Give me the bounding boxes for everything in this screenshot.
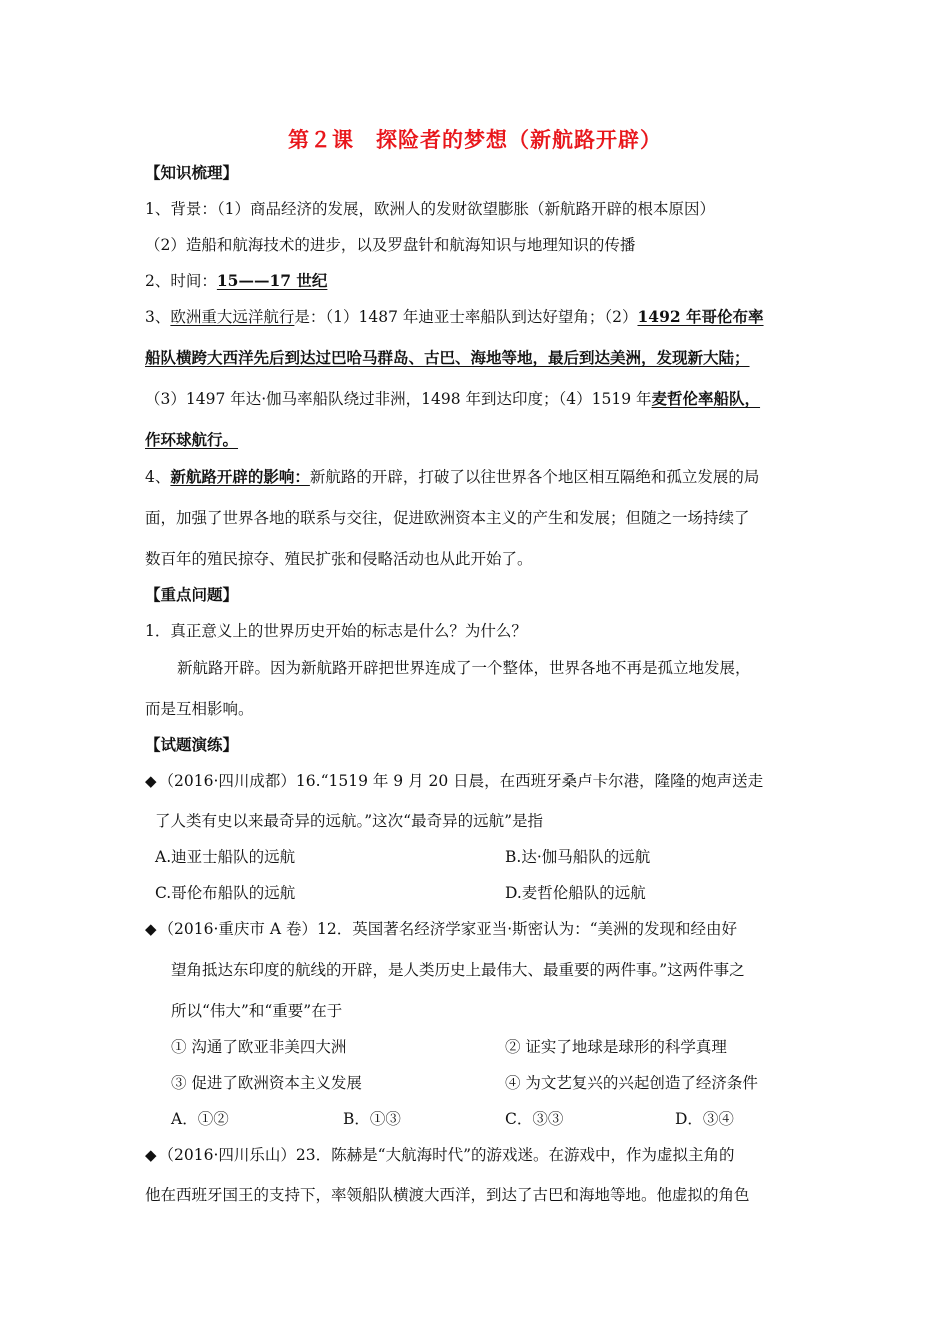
question-16-text-1: （2016·四川成都）16.“1519 年 9 月 20 日晨，在西班牙桑卢卡尔港，隆隆的炮声送走: [158, 772, 764, 790]
impact-prefix: 4、: [145, 468, 171, 486]
voyages-prefix: 3、: [145, 308, 171, 326]
section-knowledge-heading: 【知识梳理】: [145, 163, 239, 182]
time-prefix: 2、时间：: [145, 272, 217, 290]
key-answer-line-2: 而是互相影响。: [145, 700, 254, 718]
columbus-text: 1492 年哥伦布率: [637, 307, 764, 326]
question-12-line-2: 望角抵达东印度的航线的开辟，是人类历史上最伟大、最重要的两件事。”这两件事之: [171, 961, 745, 979]
question-16-line-2: 了人类有史以来最奇异的远航。”这次“最奇异的远航”是指: [155, 812, 544, 830]
question-12-option-a: A．①②: [171, 1110, 229, 1128]
voyages-line-2: 船队横跨大西洋先后到达过巴哈马群岛、古巴、海地等地，最后到达美洲，发现新大陆；: [145, 348, 750, 367]
question-12-line-3: 所以“伟大”和“重要”在于: [171, 1002, 343, 1020]
voyages-line-3-text: （3）1497 年达·伽马率船队绕过非洲，1498 年到达印度；（4）1519 年: [145, 390, 652, 408]
question-23-line-2: 他在西班牙国王的支持下，率领船队横渡大西洋，到达了古巴和海地等地。他虚拟的角色: [145, 1186, 750, 1204]
question-16-option-b: B.达·伽马船队的远航: [505, 848, 651, 866]
impact-line-2: 面，加强了世界各地的联系与交往，促进欧洲资本主义的产生和发展；但随之一场持续了: [145, 509, 750, 527]
impact-label: 新航路开辟的影响：: [170, 467, 310, 486]
voyages-line-4: 作环球航行。: [145, 430, 239, 449]
voyages-text: 是：（1）1487 年迪亚士率船队到达好望角；（2）: [294, 308, 638, 326]
diamond-bullet-icon: ◆: [145, 1146, 157, 1164]
question-12-statement-3: ③ 促进了欧洲资本主义发展: [171, 1074, 362, 1092]
magellan-text: 麦哲伦率船队，: [651, 389, 761, 408]
question-16-option-c: C.哥伦布船队的远航: [155, 884, 296, 902]
impact-line-1: [145, 466, 759, 488]
time-value: 15——17 世纪: [216, 271, 328, 290]
question-12-option-d: D．③④: [675, 1110, 734, 1128]
question-23-text-1: （2016·四川乐山）23．陈赫是“大航海时代”的游戏迷。在游戏中，作为虚拟主角的: [158, 1146, 735, 1164]
background-line-2: （2）造船和航海技术的进步，以及罗盘针和航海知识与地理知识的传播: [145, 236, 636, 254]
impact-text-1: 新航路的开辟，打破了以往世界各个地区相互隔绝和孤立发展的局: [309, 468, 760, 486]
diamond-bullet-icon: ◆: [145, 772, 157, 790]
voyages-label: 欧洲重大远洋航行: [170, 308, 295, 326]
impact-line-3: 数百年的殖民掠夺、殖民扩张和侵略活动也从此开始了。: [145, 550, 533, 568]
section-key-heading: 【重点问题】: [145, 585, 239, 604]
question-12-statement-2: ② 证实了地球是球形的科学真理: [505, 1038, 727, 1056]
voyages-line-3: [145, 388, 760, 410]
lesson-title: 第２课 探险者的梦想（新航路开辟）: [288, 127, 662, 152]
time-line: [145, 270, 327, 292]
question-12-option-c: C．③③: [505, 1110, 564, 1128]
question-23-line-1: [145, 1144, 735, 1166]
section-practice-heading: 【试题演练】: [145, 735, 239, 754]
question-12-text-1: （2016·重庆市 A 卷）12．英国著名经济学家亚当·斯密认为：“美洲的发现和经由好: [158, 920, 738, 938]
voyages-line-1: [145, 306, 764, 328]
diamond-bullet-icon: ◆: [145, 920, 157, 938]
question-16-option-d: D.麦哲伦船队的远航: [505, 884, 646, 902]
key-answer-line-1: 新航路开辟。因为新航路开辟把世界连成了一个整体，世界各地不再是孤立地发展，: [177, 659, 751, 677]
question-12-option-b: B．①③: [343, 1110, 401, 1128]
question-12-statement-1: ① 沟通了欧亚非美四大洲: [171, 1038, 347, 1056]
background-line-1: 1、背景：（1）商品经济的发展，欧洲人的发财欲望膨胀（新航路开辟的根本原因）: [145, 200, 715, 218]
question-12-statement-4: ④ 为文艺复兴的兴起创造了经济条件: [505, 1074, 758, 1092]
key-question-1: 1．真正意义上的世界历史开始的标志是什么？为什么？: [145, 622, 527, 640]
question-16-line-1: [145, 770, 763, 792]
question-16-option-a: A.迪亚士船队的远航: [155, 848, 296, 866]
question-12-line-1: [145, 918, 737, 940]
